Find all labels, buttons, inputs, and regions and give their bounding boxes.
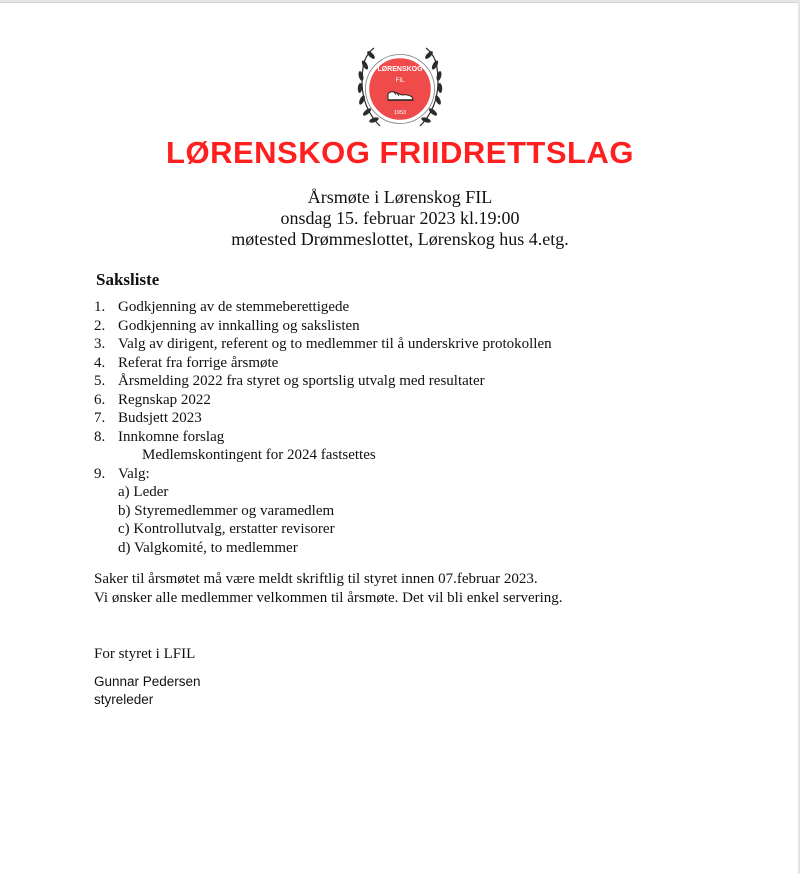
agenda-item-text: Godkjenning av de stemmeberettigede bbox=[118, 299, 350, 315]
club-logo-graphic bbox=[350, 42, 450, 132]
agenda-item-number: 2. bbox=[94, 317, 106, 334]
sign-off: For styret i LFIL bbox=[94, 646, 196, 662]
submission-deadline-note: Saker til årsmøtet må være meldt skriftlig til styret innen 07.februar 2023. bbox=[94, 571, 538, 587]
logo-ring-text: LØRENSKOG bbox=[377, 66, 423, 73]
signer-name: Gunnar Pedersen bbox=[94, 674, 201, 689]
agenda-item-8-note: Medlemskontingent for 2024 fastsettes bbox=[142, 447, 376, 463]
meeting-header bbox=[0, 187, 800, 250]
meeting-notes bbox=[94, 570, 563, 608]
meeting-line-1: Årsmøte i Lørenskog FIL bbox=[307, 187, 493, 207]
agenda-item-number: 3. bbox=[94, 336, 106, 352]
election-sub-item-d: d) Valgkomité, to medlemmer bbox=[118, 539, 298, 556]
agenda-list bbox=[94, 298, 552, 557]
signer-block bbox=[94, 673, 201, 709]
agenda-item-number: 7. bbox=[94, 410, 106, 426]
agenda-item-text: Valg: bbox=[118, 465, 150, 482]
agenda-item-number: 5. bbox=[94, 373, 106, 389]
agenda-item-text: Valg av dirigent, referent og to medlemmer til å underskrive protokollen bbox=[118, 336, 552, 352]
agenda-item-8 bbox=[94, 428, 552, 447]
welcome-note: Vi ønsker alle medlemmer velkommen til årsmøte. Det vil bli enkel servering. bbox=[94, 590, 563, 606]
agenda-item-number: 1. bbox=[94, 299, 106, 315]
agenda-item-text: Regnskap 2022 bbox=[118, 391, 211, 408]
agenda-item-3 bbox=[94, 335, 552, 354]
agenda-item-6 bbox=[94, 391, 552, 410]
meeting-line-2: onsdag 15. februar 2023 kl.19:00 bbox=[280, 208, 520, 228]
agenda-item-text: Budsjett 2023 bbox=[118, 410, 202, 426]
club-name-title: LØRENSKOG FRIIDRETTSLAG bbox=[166, 135, 634, 170]
agenda-item-2 bbox=[94, 317, 552, 336]
signer-role: styreleder bbox=[94, 692, 154, 707]
top-border bbox=[0, 0, 800, 3]
agenda-item-1 bbox=[94, 298, 552, 317]
agenda-item-text: Innkomne forslag bbox=[118, 428, 225, 445]
election-sub-item-b: b) Styremedlemmer og varamedlem bbox=[118, 502, 335, 519]
agenda-item-5 bbox=[94, 372, 552, 391]
election-sub-item-c: c) Kontrollutvalg, erstatter revisorer bbox=[118, 521, 335, 537]
logo-abbr: FIL bbox=[395, 78, 405, 84]
agenda-item-number: 4. bbox=[94, 354, 106, 371]
agenda-item-text: Godkjenning av innkalling og sakslisten bbox=[118, 317, 360, 334]
agenda-item-9 bbox=[94, 465, 552, 484]
meeting-line-3: møtested Drømmeslottet, Lørenskog hus 4.etg. bbox=[231, 229, 569, 249]
agenda-title: Saksliste bbox=[96, 270, 160, 289]
agenda-item-4 bbox=[94, 354, 552, 373]
election-sub-item-a: a) Leder bbox=[118, 484, 169, 500]
club-logo bbox=[350, 42, 450, 132]
agenda-item-number: 9. bbox=[94, 465, 106, 482]
agenda-item-number: 6. bbox=[94, 391, 106, 408]
agenda-item-7 bbox=[94, 409, 552, 428]
logo-year: 1953 bbox=[393, 110, 407, 116]
agenda-item-number: 8. bbox=[94, 428, 106, 445]
agenda-item-text: Referat fra forrige årsmøte bbox=[118, 354, 279, 371]
agenda-item-text: Årsmelding 2022 fra styret og sportslig utvalg med resultater bbox=[118, 373, 485, 389]
